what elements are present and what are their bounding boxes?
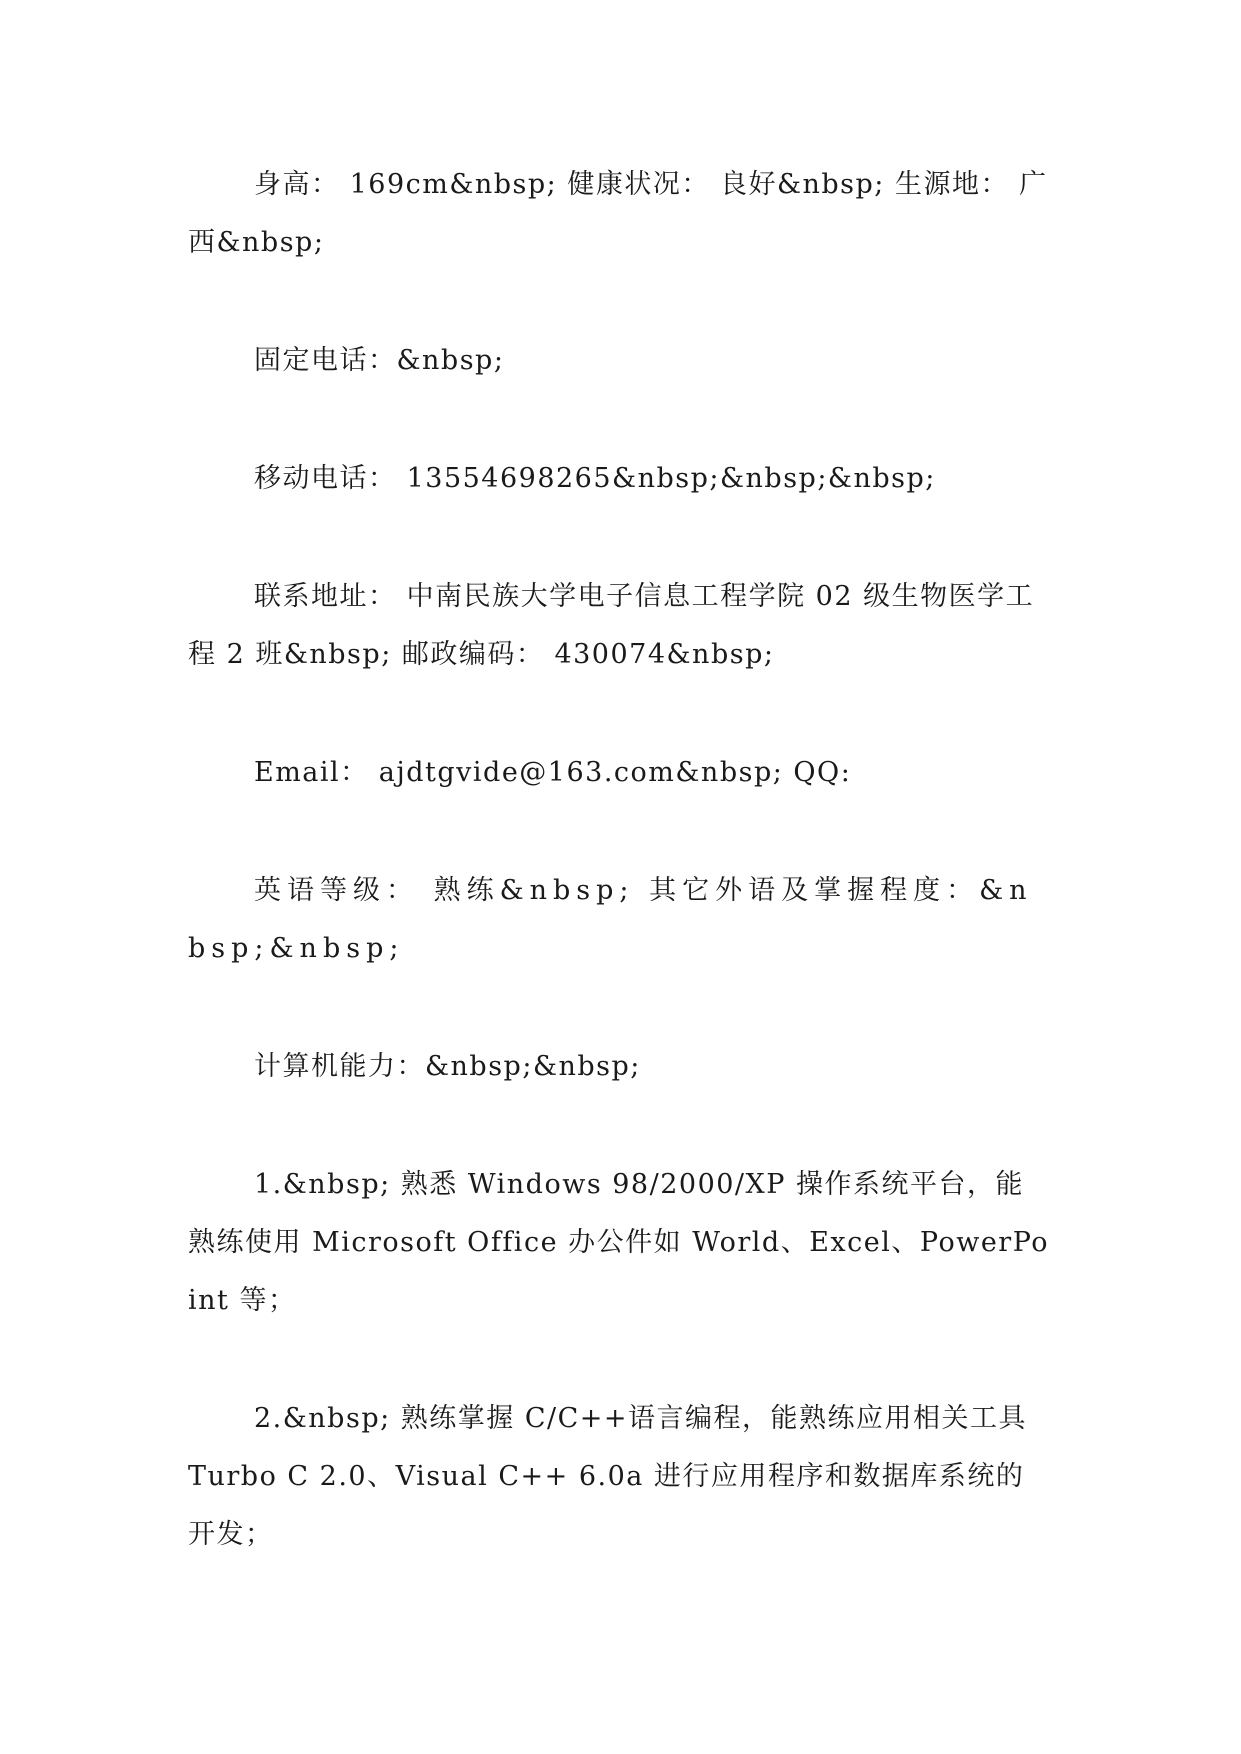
paragraph-personal-info: 身高： 169cm&nbsp; 健康状况： 良好&nbsp; 生源地： 广西&nbsp; [188, 169, 1048, 258]
paragraph-mobile: 移动电话： 13554698265&nbsp;&nbsp;&nbsp; [254, 463, 936, 494]
paragraph-landline: 固定电话：&nbsp; [254, 345, 505, 376]
paragraph-language: 英语等级： 熟练&nbsp; 其它外语及掌握程度：&nbsp;&nbsp; [188, 875, 1033, 964]
paragraph-skill-2: 2.&nbsp; 熟练掌握 C/C++语言编程，能熟练应用相关工具 Turbo C 2.0、Visual C++ 6.0a 进行应用程序和数据库系统的开发； [188, 1403, 1028, 1550]
paragraph-computer-skills: 计算机能力：&nbsp;&nbsp; [254, 1051, 641, 1082]
paragraph-address: 联系地址： 中南民族大学电子信息工程学院 02 级生物医学工程 2 班&nbsp; 邮政编码： 430074&nbsp; [188, 581, 1035, 670]
paragraph-email: Email： ajdtgvide@163.com&nbsp; QQ: [254, 757, 852, 788]
paragraph-skill-1: 1.&nbsp; 熟悉 Windows 98/2000/XP 操作系统平台，能熟练使用 Microsoft Office 办公件如 World、Excel、PowerPoint 等； [188, 1169, 1050, 1316]
